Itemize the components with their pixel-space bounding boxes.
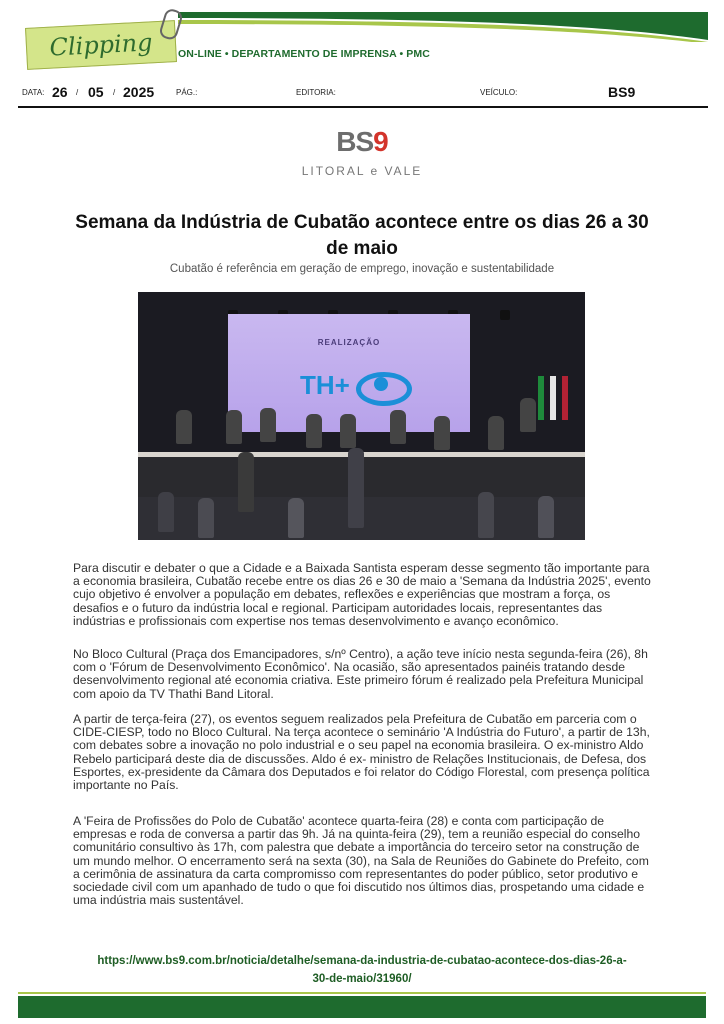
- panelist: [176, 410, 192, 444]
- source-url[interactable]: [40, 952, 684, 988]
- panelist: [226, 410, 242, 444]
- screen-logo: TH+: [300, 370, 350, 400]
- eye-pupil: [374, 377, 388, 391]
- clipping-badge: [25, 20, 177, 70]
- panelist: [340, 414, 356, 448]
- article-paragraph: A partir de terça-feira (27), os eventos seguem realizados pela Prefeitura de Cubatão em parceria com o CIDE-CIESP, todo no Bloco Cultural. Na terça acontece o seminário 'A Indústria do Futuro', a partir de 13h, com debates sobre a inovação no polo industrial e o seu papel na economia brasileira. O ex-ministro Aldo Rebelo participará deste dia de discussões. Aldo é ex- ministro de Relações Institucionais, de Defesa, dos Esportes, ex-presidente da Câmara dos Deputados e foi relator do Código Florestal, com presença política importante no País.: [73, 712, 650, 793]
- clipping-header: [18, 10, 708, 70]
- editoria-label: EDITORIA:: [296, 88, 336, 97]
- logo-mark-left: BS: [336, 126, 374, 157]
- date-year: 2025: [123, 84, 155, 100]
- panelist: [434, 416, 450, 450]
- veiculo-label: VEÍCULO:: [480, 88, 518, 97]
- panelist: [390, 410, 406, 444]
- header-stripe: [178, 10, 708, 42]
- flag: [550, 376, 556, 420]
- logo-mark-right: 9: [373, 126, 388, 157]
- bs9-logo-mark: [0, 126, 724, 158]
- department-label: ON-LINE • DEPARTAMENTO DE IMPRENSA • PMC: [178, 48, 430, 60]
- date-separator: /: [76, 88, 79, 97]
- date-label: DATA:: [22, 88, 45, 97]
- footer-bar: [18, 996, 706, 1018]
- clipping-info-row: [18, 80, 708, 108]
- audience-person: [238, 452, 254, 512]
- stage-light: [500, 310, 510, 320]
- audience-person: [288, 498, 304, 538]
- audience-person: [478, 492, 494, 538]
- bs9-logo: [0, 126, 724, 178]
- speaker: [520, 398, 536, 432]
- article-paragraph: No Bloco Cultural (Praça dos Emancipadores, s/nº Centro), a ação teve início nesta segunda-feira (26), 8h com o 'Fórum de Desenvolvimento Econômico'. Na ocasião, são apresentados painéis tratando desde desenvolvimento regional até economia criativa. Este primeiro fórum é realizado pela Prefeitura Municipal com apoio da TV Thathi Band Litoral.: [73, 647, 648, 701]
- audience-person: [198, 498, 214, 538]
- article-paragraph: Para discutir e debater o que a Cidade e a Baixada Santista esperam desse segmento tão importante para a economia brasileira, Cubatão recebe entre os dias 26 e 30 de maio a 'Semana da Indústria 2025', evento cujo objetivo é envolver a população em debates, reflexões e experiências que mostram a força, os desafios e o futuro da indústria local e regional. Participam autoridades locais, representantes das indústrias e profissionais com expertise nos temas desenvolvimento e avanço econômico.: [73, 561, 651, 628]
- flag: [538, 376, 544, 420]
- audience-person: [158, 492, 174, 532]
- screen-label: REALIZAÇÃO: [317, 338, 381, 347]
- page-label: PÁG.:: [176, 88, 198, 97]
- date-separator: /: [113, 88, 116, 97]
- source-url-line2[interactable]: 30-de-maio/31960/: [312, 973, 412, 985]
- article-photo: [138, 292, 585, 540]
- article-title: Semana da Indústria de Cubatão acontece entre os dias 26 a 30 de maio: [75, 212, 649, 259]
- article-subtitle: Cubatão é referência em geração de emprego, inovação e sustentabilidade: [169, 263, 555, 275]
- audience-person: [348, 448, 364, 528]
- logo-subtitle: LITORAL e VALE: [301, 164, 423, 178]
- source-url-line1[interactable]: https://www.bs9.com.br/noticia/detalhe/semana-da-industria-de-cubatao-acontece-dos-dias-26-a-: [97, 955, 627, 967]
- audience-person: [538, 496, 554, 538]
- date-month: 05: [88, 84, 104, 100]
- panelist: [260, 408, 276, 442]
- panelist: [306, 414, 322, 448]
- panelist: [488, 416, 504, 450]
- article-paragraph: A 'Feira de Profissões do Polo de Cubatão' acontece quarta-feira (28) e conta com participação de empresas e roda de conversa a partir das 9h. Já na quinta-feira (29), tem a reunião especial do conselho comunitário consultivo às 17h, com palestra que debate a importância do terceiro setor na construção de um mundo melhor. O encerramento será na sexta (30), na Sala de Reuniões do Gabinete do Prefeito, com a cerimônia de assinatura da carta compromisso com representantes do poder público, setor produtivo e sociedade civil com um apanhado de tudo o que foi discutido nos últimos dias, prospetando uma cidade e uma indústria mais sustentável.: [73, 814, 649, 908]
- clipping-badge-text: Clipping: [48, 28, 154, 62]
- footer-accent-line: [18, 992, 706, 994]
- flag: [562, 376, 568, 420]
- date-day: 26: [52, 84, 68, 100]
- veiculo-value: BS9: [608, 84, 636, 100]
